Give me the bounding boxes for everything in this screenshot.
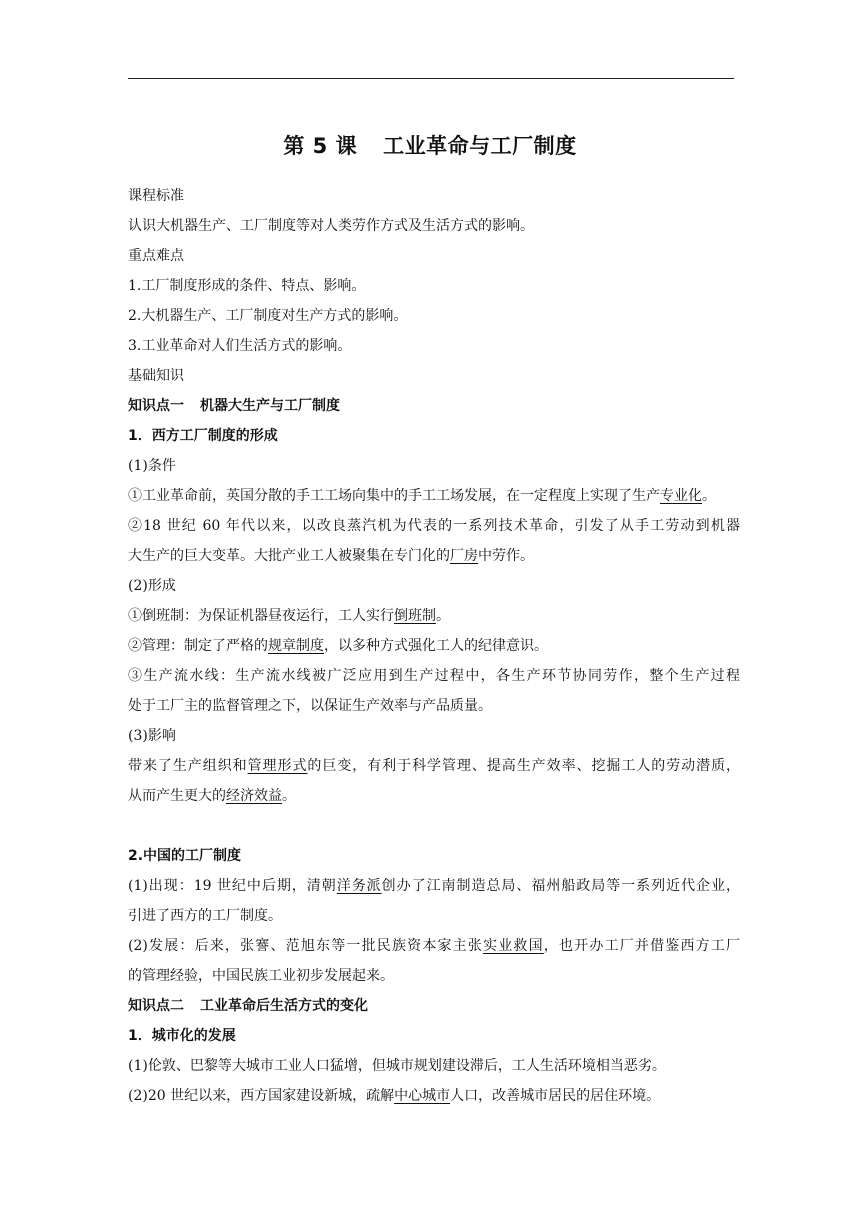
- impact-line-2: 从而产生更大的经济效益。: [128, 788, 296, 804]
- blank-answer: 规章制度: [268, 638, 324, 654]
- urbanization-2: (2)20 世纪以来，西方国家建设新城，疏解中心城市人口，改善城市居民的居住环境。: [128, 1088, 661, 1104]
- impact-label: (3)影响: [128, 728, 176, 744]
- document-body: [128, 181, 740, 1111]
- basic-knowledge-label: 基础知识: [128, 368, 184, 384]
- key-point-1: 1.工厂制度形成的条件、特点、影响。: [128, 278, 366, 294]
- formation-2: ②管理：制定了严格的规章制度，以多种方式强化工人的纪律意识。: [128, 638, 548, 654]
- curriculum-standard-label: 课程标准: [128, 188, 184, 204]
- urbanization-1: (1)伦敦、巴黎等大城市工业人口猛增，但城市规划建设滞后，工人生活环境相当恶劣。: [128, 1058, 666, 1074]
- lesson-number: 第 5 课: [283, 134, 358, 158]
- conditions-label: (1)条件: [128, 458, 176, 474]
- blank-answer: 管理形式: [247, 758, 308, 774]
- key-points-label: 重点难点: [128, 248, 184, 264]
- formation-label: (2)形成: [128, 578, 176, 594]
- blank-answer: 倒班制: [394, 608, 436, 624]
- condition-1: ①工业革命前，英国分散的手工工场向集中的手工工场发展，在一定程度上实现了生产专业化。: [128, 488, 716, 504]
- blank-answer: 实业救国: [483, 938, 544, 954]
- page-title: [0, 130, 860, 160]
- blank-answer: 洋务派: [336, 878, 382, 894]
- curriculum-standard-text: 认识大机器生产、工厂制度等对人类劳作方式及生活方式的影响。: [128, 218, 534, 234]
- knowledge-point-2-heading: 知识点二 工业革命后生活方式的变化: [128, 998, 368, 1014]
- header-rule: [128, 78, 734, 79]
- condition-2-line-2: 大生产的巨大变革。大批产业工人被聚集在专门化的厂房中劳作。: [128, 548, 534, 564]
- impact-line-1: 带来了生产组织和管理形式的巨变，有利于科学管理、提高生产效率、挖掘工人的劳动潜质，: [128, 758, 741, 774]
- section-china-factory-heading: 2.中国的工厂制度: [128, 848, 242, 864]
- section-urbanization-heading: 1．城市化的发展: [128, 1028, 236, 1044]
- china-emergence-line-2: 引进了西方的工厂制度。: [128, 908, 282, 924]
- blank-answer: 厂房: [450, 548, 478, 564]
- spacer: [128, 811, 740, 841]
- china-development-line-2: 的管理经验，中国民族工业初步发展起来。: [128, 968, 394, 984]
- section-western-factory-heading: 1．西方工厂制度的形成: [128, 428, 278, 444]
- blank-answer: 专业化: [660, 488, 702, 504]
- formation-3-line-2: 处于工厂主的监督管理之下，以保证生产效率与产品质量。: [128, 698, 492, 714]
- formation-3-line-1: ③生产流水线：生产流水线被广泛应用到生产过程中，各生产环节协同劳作，整个生产过程: [128, 668, 740, 684]
- china-development-line-1: (2)发展：后来，张謇、范旭东等一批民族资本家主张实业救国，也开办工厂并借鉴西方工厂: [128, 938, 740, 954]
- lesson-title: 工业革命与工厂制度: [383, 134, 577, 158]
- key-point-2: 2.大机器生产、工厂制度对生产方式的影响。: [128, 308, 408, 324]
- blank-answer: 经济效益: [226, 788, 282, 804]
- china-emergence-line-1: (1)出现：19 世纪中后期，清朝洋务派创办了江南制造总局、福州船政局等一系列近代企业，: [128, 878, 741, 894]
- formation-1: ①倒班制：为保证机器昼夜运行，工人实行倒班制。: [128, 608, 450, 624]
- knowledge-point-1-heading: 知识点一 机器大生产与工厂制度: [128, 398, 340, 414]
- key-point-3: 3.工业革命对人们生活方式的影响。: [128, 338, 352, 354]
- blank-answer: 中心城市: [394, 1088, 451, 1104]
- condition-2-line-1: ②18 世纪 60 年代以来，以改良蒸汽机为代表的一系列技术革命，引发了从手工劳动到机器: [128, 518, 740, 534]
